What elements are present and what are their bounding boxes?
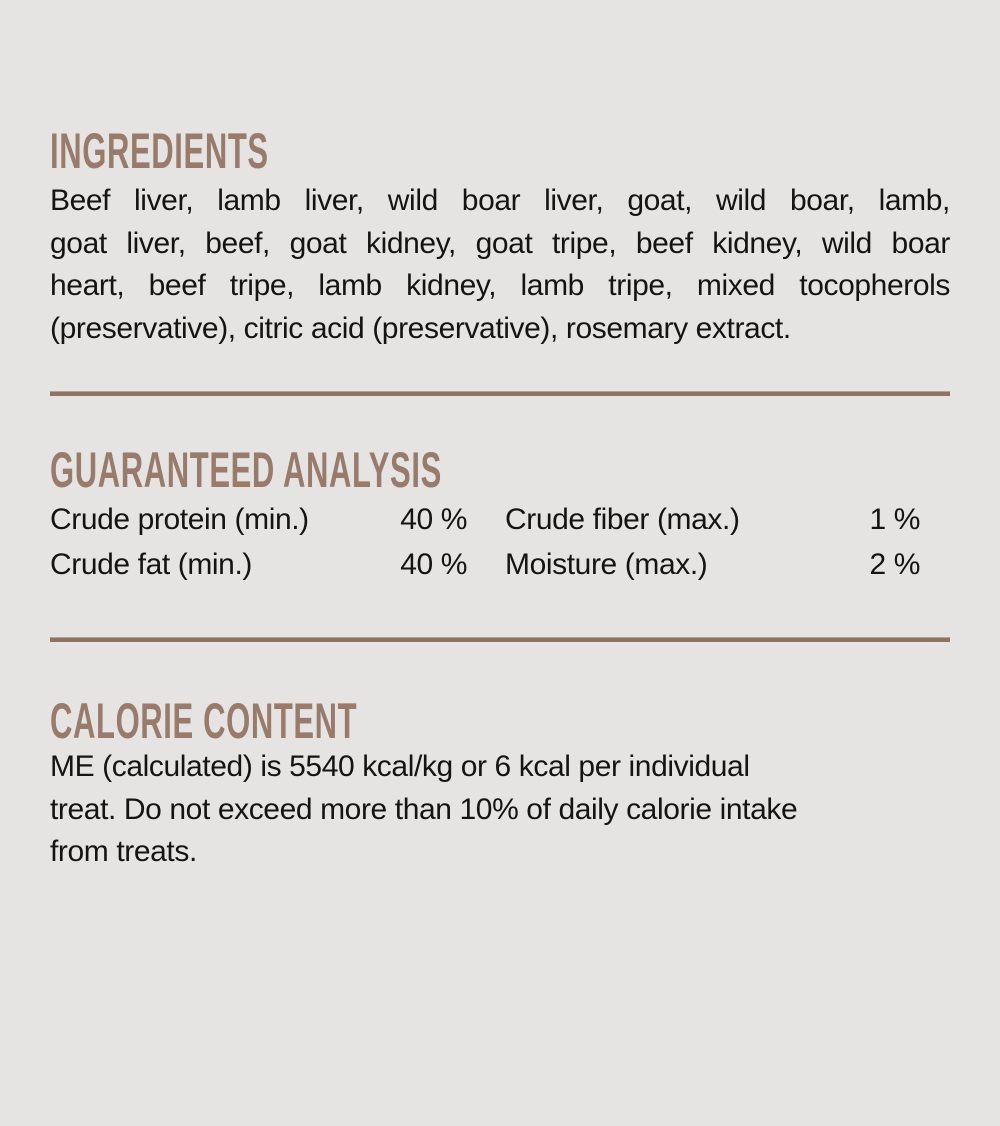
analysis-label: Crude fat (min.) <box>50 548 252 581</box>
ingredients-heading: INGREDIENTS <box>50 123 269 179</box>
analysis-value: 40 % <box>400 503 467 536</box>
guaranteed-analysis-table <box>50 497 950 587</box>
calorie-content-heading: CALORIE CONTENT <box>50 693 358 749</box>
section-divider <box>50 391 950 396</box>
ingredients-line: goat liver, beef, goat kidney, goat tripe, beef kidney, wild boar <box>50 226 950 260</box>
analysis-label: Moisture (max.) <box>505 548 708 581</box>
ingredients-line: Beef liver, lamb liver, wild boar liver, goat, wild boar, lamb, <box>50 184 950 217</box>
analysis-value: 2 % <box>869 548 920 581</box>
ingredients-paragraph <box>50 180 950 350</box>
analysis-label: Crude fiber (max.) <box>505 503 740 536</box>
column-gap <box>467 497 505 542</box>
label-page <box>0 123 1000 1126</box>
ingredients-line: (preservative), citric acid (preservative), rosemary extract. <box>50 311 791 345</box>
calorie-line: ME (calculated) is 5540 kcal/kg or 6 kcal per individual <box>50 750 750 783</box>
analysis-value: 1 % <box>869 503 920 536</box>
calorie-content-paragraph <box>50 746 950 874</box>
ingredients-line: heart, beef tripe, lamb kidney, lamb tripe, mixed tocopherols <box>50 269 950 302</box>
guaranteed-analysis-heading: GUARANTEED ANALYSIS <box>50 442 442 498</box>
column-gap <box>467 542 505 587</box>
analysis-value: 40 % <box>400 548 467 581</box>
analysis-label: Crude protein (min.) <box>50 503 309 536</box>
calorie-line: treat. Do not exceed more than 10% of daily calorie intake <box>50 792 798 826</box>
section-divider <box>50 637 950 642</box>
calorie-line: from treats. <box>50 835 197 868</box>
